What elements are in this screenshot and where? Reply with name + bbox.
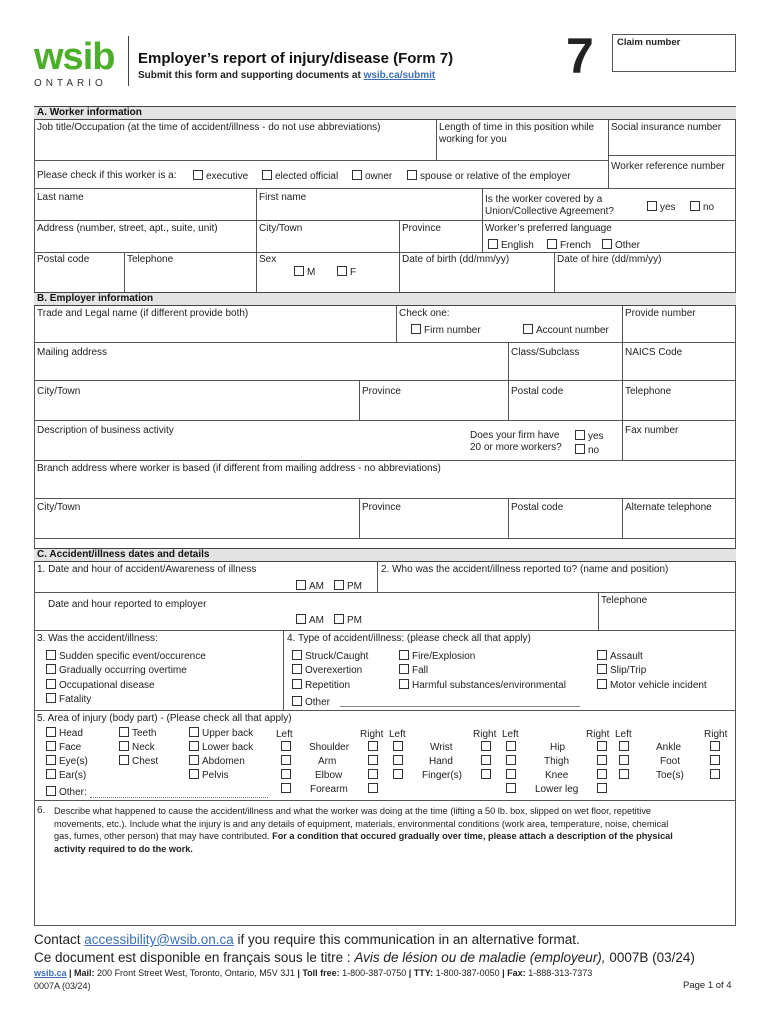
- limb1-right-checkboxes[interactable]: [368, 741, 381, 797]
- class-label: Class/Subclass: [511, 347, 580, 358]
- french-line: Ce document est disponible en français sous le titre : Avis de lésion ou de maladie (employeur), 0007B (03/24): [34, 950, 695, 965]
- french-checkbox[interactable]: French: [547, 239, 591, 252]
- branch-postal-label: Postal code: [511, 502, 564, 513]
- sex-f-checkbox[interactable]: F: [337, 266, 356, 279]
- trade-name-label: Trade and Legal name (if different provide both): [37, 308, 249, 319]
- job-title-label: Job title/Occupation (at the time of accident/illness - do not use abbreviations): [37, 122, 381, 133]
- ankle-label: Ankle: [656, 742, 682, 753]
- limb1-left-checkboxes[interactable]: [281, 741, 294, 797]
- form-number: 7: [566, 28, 594, 84]
- first-name-label: First name: [259, 192, 307, 203]
- q3-sudden-checkbox[interactable]: Sudden specific event/occurence: [46, 650, 206, 663]
- limb3-left-label: Left: [502, 729, 519, 740]
- limb2-left-checkboxes[interactable]: [393, 741, 406, 783]
- q4-motor-checkbox[interactable]: Motor vehicle incident: [597, 679, 707, 692]
- q5-label: 5. Area of injury (body part) - (Please check all that apply): [37, 713, 292, 724]
- claim-number-box[interactable]: [612, 34, 736, 72]
- elbow-label: Elbow: [315, 770, 343, 781]
- q6-number: 6.: [37, 805, 46, 816]
- neck-checkbox[interactable]: Neck: [119, 741, 155, 754]
- executive-checkbox[interactable]: executive: [193, 170, 248, 183]
- limb4-left-checkboxes[interactable]: [619, 741, 632, 783]
- union-no-checkbox[interactable]: no: [690, 201, 714, 214]
- sin-label: Social insurance number: [611, 122, 722, 133]
- limb2-right-checkboxes[interactable]: [481, 741, 494, 783]
- arm-label: Arm: [318, 756, 337, 767]
- english-checkbox[interactable]: English: [488, 239, 534, 252]
- shoulder-label: Shoulder: [309, 742, 350, 753]
- q2-label: 2. Who was the accident/illness reported to? (name and position): [381, 564, 669, 575]
- submit-link[interactable]: wsib.ca/submit: [363, 70, 436, 81]
- firm-number-checkbox[interactable]: Firm number: [411, 324, 481, 337]
- q3-fatality-checkbox[interactable]: Fatality: [46, 693, 91, 706]
- reported-pm-checkbox[interactable]: PM: [334, 614, 362, 627]
- q6-line-4: activity required to do the work.: [54, 843, 193, 854]
- limb2-right-label: Right: [473, 729, 497, 740]
- q3-occupational-checkbox[interactable]: Occupational disease: [46, 679, 155, 692]
- sex-m-checkbox[interactable]: M: [294, 266, 315, 279]
- q4-overexertion-checkbox[interactable]: Overexertion: [292, 664, 362, 677]
- foot-label: Foot: [660, 756, 681, 767]
- q4-harmful-checkbox[interactable]: Harmful substances/environmental: [399, 679, 566, 692]
- naics-label: NAICS Code: [625, 347, 683, 358]
- accessibility-email-link[interactable]: accessibility@wsib.on.ca: [84, 932, 234, 947]
- wsib-logo: [34, 38, 126, 90]
- branch-address-label: Branch address where worker is based (if different from mailing address - no abbreviations): [37, 463, 441, 474]
- toes-label: Toe(s): [656, 770, 684, 781]
- q4-label: 4. Type of accident/illness: (please check all that apply): [287, 633, 531, 644]
- q6-description: [54, 805, 734, 855]
- form-code: 0007A (03/24): [34, 981, 91, 991]
- province-label: Province: [402, 223, 441, 234]
- employer-city-label: City/Town: [37, 386, 81, 397]
- q4-other-checkbox[interactable]: Other: [292, 696, 330, 709]
- business-desc-label: Description of business activity: [37, 425, 174, 436]
- q4-slip-checkbox[interactable]: Slip/Trip: [597, 664, 646, 677]
- employer-province-label: Province: [362, 386, 401, 397]
- elected-checkbox[interactable]: elected official: [262, 170, 338, 183]
- length-time-label: Length of time in this position while working for you: [439, 122, 595, 145]
- limb4-left-label: Left: [615, 729, 632, 740]
- q3-label: 3. Was the accident/illness:: [37, 633, 158, 644]
- lower-leg-label: Lower leg: [535, 784, 579, 795]
- abdomen-checkbox[interactable]: Abdomen: [189, 755, 245, 768]
- lower-back-checkbox[interactable]: Lower back: [189, 741, 253, 754]
- dob-label: Date of birth (dd/mm/yy): [402, 254, 510, 265]
- page-number: Page 1 of 4: [683, 980, 732, 991]
- q6-line-1: Describe what happened to cause the accident/illness and what the worker was doing at the time (lifting a 50 lb. box, slipped on wet floor, repetitive: [54, 806, 652, 816]
- logo-text: wsib: [34, 36, 115, 78]
- section-b-header: B. Employer information: [34, 292, 736, 306]
- alt-telephone-label: Alternate telephone: [625, 502, 712, 513]
- firm-size-label: Does your firm have 20 or more workers?: [470, 430, 562, 453]
- owner-checkbox[interactable]: owner: [352, 170, 392, 183]
- q6-line-2: movements, etc.). Include what the injury is and any details of equipment, materials, environmental conditions (work area, temperature, noise, chemical: [54, 818, 669, 829]
- reported-date-label: Date and hour reported to employer: [48, 599, 207, 610]
- employer-telephone-label: Telephone: [625, 386, 672, 397]
- address-label: Address (number, street, apt., suite, unit): [37, 223, 218, 234]
- subtitle-text: Submit this form and supporting documents at: [138, 70, 364, 81]
- fax-label: Fax number: [625, 425, 679, 436]
- q6-line-3-bold: For a condition that occured gradually over time, please attach a description of the physical: [272, 831, 673, 841]
- union-label: Is the worker covered by a Union/Collective Agreement?: [485, 194, 614, 217]
- face-checkbox[interactable]: Face: [46, 741, 81, 754]
- hip-label: Hip: [550, 742, 566, 753]
- firm-size-no-checkbox[interactable]: no: [575, 444, 599, 457]
- firm-size-yes-checkbox[interactable]: yes: [575, 430, 604, 443]
- limb1-right-label: Right: [360, 729, 384, 740]
- q4-assault-checkbox[interactable]: Assault: [597, 650, 643, 663]
- q1-label: 1. Date and hour of accident/Awareness of illness: [37, 564, 257, 575]
- city-label: City/Town: [259, 223, 303, 234]
- doh-label: Date of hire (dd/mm/yy): [557, 254, 662, 265]
- other-lang-checkbox[interactable]: Other: [602, 239, 640, 252]
- sex-label: Sex: [259, 254, 277, 265]
- head-checkbox[interactable]: Head: [46, 727, 83, 740]
- chest-checkbox[interactable]: Chest: [119, 755, 158, 768]
- forearm-label: Forearm: [310, 784, 348, 795]
- postal-label: Postal code: [37, 254, 90, 265]
- fingers-label: Finger(s): [422, 770, 463, 781]
- teeth-checkbox[interactable]: Teeth: [119, 727, 156, 740]
- contact-info-line: wsib.ca | Mail: 200 Front Street West, Toronto, Ontario, M5V 3J1 | Toll free: 1-800-387-0750 | TTY: 1-800-387-0050 | Fax: 1-888-313-7373: [34, 968, 593, 978]
- language-label: Worker’s preferred language: [485, 223, 612, 234]
- branch-city-label: City/Town: [37, 502, 81, 513]
- mailing-address-label: Mailing address: [37, 347, 108, 358]
- provide-number-label: Provide number: [625, 308, 696, 319]
- q2-telephone-label: Telephone: [601, 595, 648, 606]
- ears-checkbox[interactable]: Ear(s): [46, 769, 86, 782]
- body-other-checkbox[interactable]: Other:: [46, 786, 87, 799]
- q1-pm-checkbox[interactable]: PM: [334, 580, 362, 593]
- q4-struck-checkbox[interactable]: Struck/Caught: [292, 650, 368, 663]
- wrist-label: Wrist: [430, 742, 453, 753]
- worker-ref-label: Worker reference number: [611, 161, 725, 172]
- last-name-label: Last name: [37, 192, 84, 203]
- limb4-right-checkboxes[interactable]: [710, 741, 723, 783]
- eyes-checkbox[interactable]: Eye(s): [46, 755, 88, 768]
- limb3-left-checkboxes[interactable]: [506, 741, 519, 797]
- union-yes-checkbox[interactable]: yes: [647, 201, 676, 214]
- check-worker-label: Please check if this worker is a:: [37, 170, 177, 181]
- page-title: Employer’s report of injury/disease (Form 7): [138, 50, 454, 67]
- claim-number-label: Claim number: [617, 37, 681, 48]
- section-a-header: A. Worker information: [34, 106, 736, 120]
- q3-gradual-checkbox[interactable]: Gradually occurring overtime: [46, 664, 187, 677]
- limb3-right-label: Right: [586, 729, 610, 740]
- q6-line-3: gas, fumes, other person) that may have contributed.: [54, 831, 273, 841]
- page-subtitle: [138, 70, 435, 82]
- reported-am-checkbox[interactable]: AM: [296, 614, 324, 627]
- limb2-left-label: Left: [389, 729, 406, 740]
- wsib-site-link[interactable]: wsib.ca: [34, 968, 67, 978]
- check-one-label: Check one:: [399, 308, 450, 319]
- q4-repetition-checkbox[interactable]: Repetition: [292, 679, 350, 692]
- limb1-left-label: Left: [276, 729, 293, 740]
- limb4-right-label: Right: [704, 729, 728, 740]
- contact-line: Contact accessibility@wsib.on.ca if you require this communication in an alternative format.: [34, 932, 580, 947]
- q1-am-checkbox[interactable]: AM: [296, 580, 324, 593]
- knee-label: Knee: [545, 770, 569, 781]
- q4-fire-checkbox[interactable]: Fire/Explosion: [399, 650, 475, 663]
- upper-back-checkbox[interactable]: Upper back: [189, 727, 253, 740]
- limb3-right-checkboxes[interactable]: [597, 741, 610, 797]
- section-c-header: C. Accident/illness dates and details: [34, 548, 736, 562]
- q6-answer-area[interactable]: [36, 858, 734, 924]
- thigh-label: Thigh: [544, 756, 570, 767]
- hand-label: Hand: [429, 756, 453, 767]
- pelvis-checkbox[interactable]: Pelvis: [189, 769, 229, 782]
- branch-province-label: Province: [362, 502, 401, 513]
- spouse-checkbox[interactable]: spouse or relative of the employer: [407, 170, 571, 183]
- logo-sub: ONTARIO: [34, 78, 107, 89]
- employer-postal-label: Postal code: [511, 386, 564, 397]
- account-number-checkbox[interactable]: Account number: [523, 324, 609, 337]
- q4-fall-checkbox[interactable]: Fall: [399, 664, 428, 677]
- telephone-label: Telephone: [127, 254, 174, 265]
